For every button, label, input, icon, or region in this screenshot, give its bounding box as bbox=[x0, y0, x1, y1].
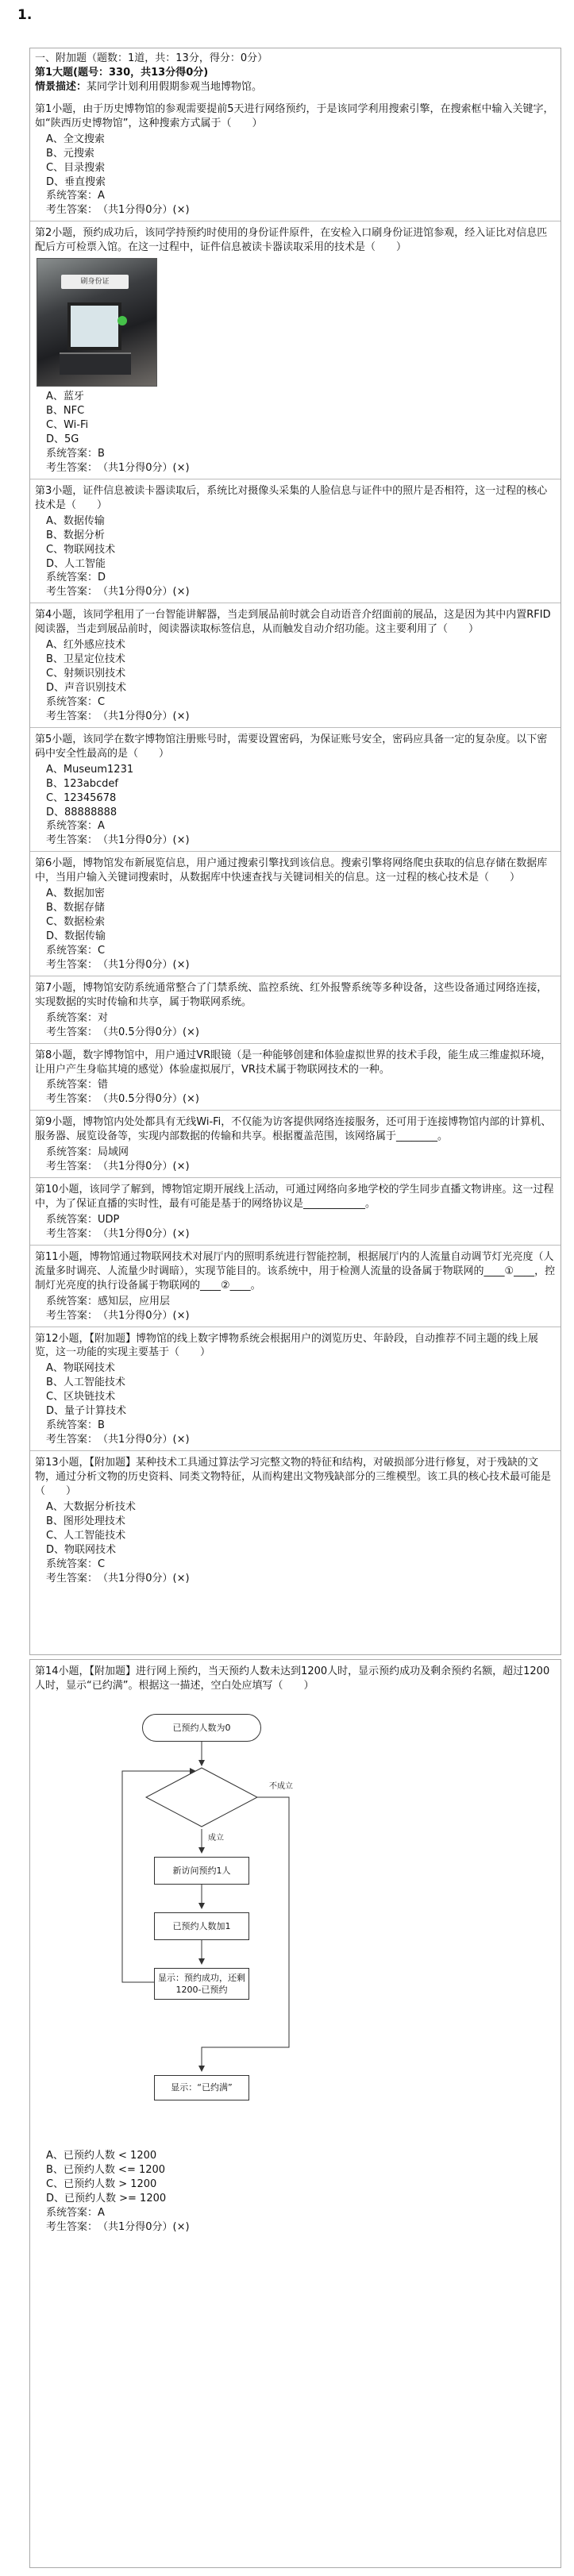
flow-start: 已预约人数为0 bbox=[142, 1714, 261, 1742]
scenario-label: 情景描述： bbox=[35, 80, 87, 93]
student-answer: 考生答案： （共1分得0分）(×) bbox=[46, 834, 190, 847]
section-summary: 一、附加题（题数：1道，共：13分，得分：0分） bbox=[35, 52, 268, 64]
option: D、人工智能 bbox=[46, 557, 106, 570]
student-answer: 考生答案： （共1分得0分）(×) bbox=[46, 1572, 190, 1584]
question-stem: 第2小题，预约成功后，该同学持预约时使用的身份证件原件，在安检入口刷身份证进馆参观，经入证比对信息匹配后方可检票入馆。在这一过程中，证件信息被读卡器读取采用的技术是（ ） bbox=[35, 227, 548, 254]
system-answer: 系统答案：C bbox=[46, 944, 106, 957]
question-stem: 第5小题，该同学在数字博物馆注册账号时，需要设置密码，为保证账号安全，密码应具备一定的复杂度。以下密码中安全性最高的是（ ） bbox=[35, 733, 548, 760]
question-list bbox=[30, 98, 561, 1589]
system-answer: 系统答案：B bbox=[46, 1419, 105, 1432]
option: C、射频识别技术 bbox=[46, 668, 126, 680]
option: B、123abcdef bbox=[46, 777, 118, 790]
question-11 bbox=[30, 1245, 561, 1327]
section-title: 第1大题(题号：330，共13分得0分) bbox=[35, 66, 209, 79]
question-stem: 第13小题，【附加题】某种技术工具通过算法学习完整文物的特征和结构，对破损部分进行修复，对于残缺的文物，通过分析文物的历史资料、同类文物特征，从而构建出文物残缺部分的三维模型。该工具的核心技术最可能是（ ） bbox=[35, 1457, 552, 1497]
question-stem: 第12小题，【附加题】博物馆的线上数字博物系统会根据用户的浏览历史、年龄段，自动推荐不同主题的线上展览，这一功能的实现主要基于（ ） bbox=[35, 1332, 539, 1359]
system-answer: 系统答案：对 bbox=[46, 1011, 109, 1024]
reader-reader bbox=[60, 352, 131, 375]
option: B、人工智能技术 bbox=[46, 1377, 125, 1389]
system-answer: 系统答案：UDP bbox=[46, 1213, 120, 1226]
question-6 bbox=[30, 851, 561, 976]
option: A、物联网技术 bbox=[46, 1362, 115, 1375]
student-answer: 考生答案： （共0.5分得0分）(×) bbox=[46, 1026, 199, 1038]
option: A、全文搜索 bbox=[46, 133, 105, 145]
question-stem: 第14小题，【附加题】进行网上预约，当天预约人数未达到1200人时，显示预约成功及剩余预约名额，超过1200人时，显示“已约满”。根据这一描述，空白处应填写（ ） bbox=[35, 1665, 550, 1692]
option: C、目录搜索 bbox=[46, 161, 106, 174]
question-1 bbox=[30, 98, 561, 221]
option: A、Museum1231 bbox=[46, 763, 134, 776]
flow-step-1: 新访问预约1人 bbox=[154, 1857, 249, 1885]
option: B、已预约人数 <= 1200 bbox=[46, 2163, 166, 2176]
system-answer: 系统答案：D bbox=[46, 572, 106, 584]
system-answer: 系统答案：C bbox=[46, 695, 106, 708]
option: A、蓝牙 bbox=[46, 391, 84, 403]
flow-step-2: 已预约人数加1 bbox=[154, 1912, 249, 1940]
system-answer: 系统答案：A bbox=[46, 190, 105, 202]
option: B、NFC bbox=[46, 405, 85, 418]
question-stem: 第8小题，数字博物馆中，用户通过VR眼镜（是一种能够创建和体验虚拟世界的技术手段，能生成三维虚拟环境，让用户产生身临其境的感觉）体验虚拟展厅，VR技术属于物联网技术的一种。 bbox=[35, 1049, 552, 1076]
student-answer: 考生答案： （共1分得0分）(×) bbox=[46, 710, 190, 722]
option: B、图形处理技术 bbox=[46, 1515, 125, 1527]
flowchart bbox=[106, 1698, 345, 2143]
option: B、数据存储 bbox=[46, 902, 105, 914]
option: A、已预约人数 < 1200 bbox=[46, 2149, 157, 2162]
system-answer: 系统答案：错 bbox=[46, 1079, 109, 1092]
question-stem: 第4小题，该同学租用了一台智能讲解器，当走到展品前时就会自动语音介绍面前的展品，这是因为其中内置RFID阅读器，当走到展品前时，阅读器读取标签信息，从而触发自动介绍功能。这主要利用了（ ） bbox=[35, 609, 551, 636]
question-5 bbox=[30, 727, 561, 852]
question-10 bbox=[30, 1177, 561, 1245]
system-answer: 系统答案：局域网 bbox=[46, 1146, 129, 1159]
scenario-text: 某同学计划利用假期参观当地博物馆。 bbox=[87, 80, 263, 93]
system-answer: 系统答案：感知层，应用层 bbox=[46, 1295, 171, 1307]
question-stem: 第6小题，博物馆发布新展览信息，用户通过搜索引擎找到该信息。搜索引擎将网络爬虫获取的信息存储在数据库中，当用户输入关键词搜索时，从数据库中快速查找与关键词相关的信息。这一过程的核心技术是（ ） bbox=[35, 857, 548, 884]
question-stem: 第10小题，该同学了解到，博物馆定期开展线上活动，可通过网络向多地学校的学生同步直播文物讲座。这一过程中，为了保证直播的实时性，最有可能是基于的网络协议是____________。 bbox=[35, 1184, 554, 1210]
question-2 bbox=[30, 221, 561, 479]
reader-screen bbox=[67, 302, 121, 350]
question-14 bbox=[30, 1660, 561, 2238]
option: D、5G bbox=[46, 433, 79, 445]
question-panel-14 bbox=[29, 1659, 561, 2568]
option: A、数据传输 bbox=[46, 514, 105, 527]
system-answer: 系统答案：C bbox=[46, 1558, 106, 1570]
student-answer: 考生答案： （共1分得0分）(×) bbox=[46, 1227, 190, 1240]
question-7 bbox=[30, 976, 561, 1043]
option: D、88888888 bbox=[46, 806, 117, 818]
option: A、大数据分析技术 bbox=[46, 1500, 136, 1513]
option: D、已预约人数 >= 1200 bbox=[46, 2192, 167, 2204]
question-stem: 第9小题，博物馆内处处都具有无线Wi-Fi，不仅能为访客提供网络连接服务，还可用于连接博物馆内部的计算机、服务器、展览设备等，实现内部数据的传输和共享。根据覆盖范围，该网络属于________。 bbox=[35, 1116, 552, 1143]
section-header bbox=[30, 48, 561, 98]
option: A、数据加密 bbox=[46, 888, 105, 900]
system-answer: 系统答案：B bbox=[46, 447, 105, 460]
option: C、人工智能技术 bbox=[46, 1529, 126, 1542]
student-answer: 考生答案： （共1分得0分）(×) bbox=[46, 586, 190, 599]
flow-label-yes: 成立 bbox=[208, 1833, 224, 1842]
student-answer: 考生答案： （共1分得0分）(×) bbox=[46, 1434, 190, 1446]
question-stem: 第7小题，博物馆安防系统通常整合了门禁系统、监控系统、红外报警系统等多种设备，这些设备通过网络连接，实现数据的实时传输和共享，属于物联网系统。 bbox=[35, 981, 548, 1008]
option: B、卫星定位技术 bbox=[46, 653, 125, 666]
student-answer: 考生答案： （共1分得0分）(×) bbox=[46, 958, 190, 971]
system-answer: 系统答案：A bbox=[46, 820, 105, 833]
option: C、区块链技术 bbox=[46, 1391, 116, 1404]
option: D、数据传输 bbox=[46, 930, 106, 942]
question-9 bbox=[30, 1110, 561, 1177]
student-answer: 考生答案： （共1分得0分）(×) bbox=[46, 1161, 190, 1173]
system-answer: 系统答案：A bbox=[46, 2206, 105, 2219]
id-card-reader-photo bbox=[37, 258, 157, 387]
option: C、12345678 bbox=[46, 791, 117, 804]
student-answer: 考生答案： （共1分得0分）(×) bbox=[46, 2220, 190, 2233]
option: D、物联网技术 bbox=[46, 1543, 117, 1556]
question-3 bbox=[30, 479, 561, 603]
question-4 bbox=[30, 603, 561, 727]
option: C、物联网技术 bbox=[46, 543, 116, 556]
reader-sign: 刷身份证 bbox=[61, 275, 129, 289]
option: C、已预约人数 > 1200 bbox=[46, 2177, 157, 2190]
student-answer: 考生答案： （共1分得0分）(×) bbox=[46, 204, 190, 217]
question-stem: 第11小题，博物馆通过物联网技术对展厅内的照明系统进行智能控制，根据展厅内的人流量自动调节灯光亮度（人流量多时调亮、人流量少时调暗），实现节能目的。该系统中，用于检测人流量的设备属于物联网的____①____，控制灯光亮度的执行设备属于物联网的____②____。 bbox=[35, 1250, 556, 1292]
option: C、Wi-Fi bbox=[46, 419, 89, 432]
flow-end: 显示：“已约满” bbox=[154, 2075, 249, 2100]
reader-light bbox=[117, 316, 127, 325]
student-answer: 考生答案： （共0.5分得0分）(×) bbox=[46, 1093, 199, 1106]
flow-label-no: 不成立 bbox=[269, 1781, 293, 1791]
question-panel bbox=[29, 48, 561, 1655]
option: A、红外感应技术 bbox=[46, 639, 125, 652]
question-8 bbox=[30, 1043, 561, 1111]
scenario bbox=[35, 80, 556, 94]
doc-number: 1. bbox=[17, 7, 33, 23]
option: C、数据检索 bbox=[46, 916, 106, 929]
option: D、垂直搜索 bbox=[46, 175, 106, 188]
option: B、数据分析 bbox=[46, 529, 105, 541]
option: D、声音识别技术 bbox=[46, 682, 127, 694]
student-answer: 考生答案： （共1分得0分）(×) bbox=[46, 1309, 190, 1322]
question-13 bbox=[30, 1450, 561, 1588]
question-stem: 第3小题，证件信息被读卡器读取后，系统比对摄像头采集的人脸信息与证件中的照片是否相符，这一过程的核心技术是（ ） bbox=[35, 484, 548, 511]
question-stem: 第1小题，由于历史博物馆的参观需要提前5天进行网络预约，于是该同学利用搜索引擎，在搜索框中输入关键字，如“陕西历史博物馆”，这种搜索方式属于（ ） bbox=[35, 102, 554, 129]
option: D、量子计算技术 bbox=[46, 1405, 127, 1418]
option: B、元搜索 bbox=[46, 147, 94, 160]
student-answer: 考生答案： （共1分得0分）(×) bbox=[46, 461, 190, 474]
flow-step-3: 显示：预约成功，还剩1200-已预约 bbox=[154, 1968, 249, 2000]
question-12 bbox=[30, 1327, 561, 1451]
